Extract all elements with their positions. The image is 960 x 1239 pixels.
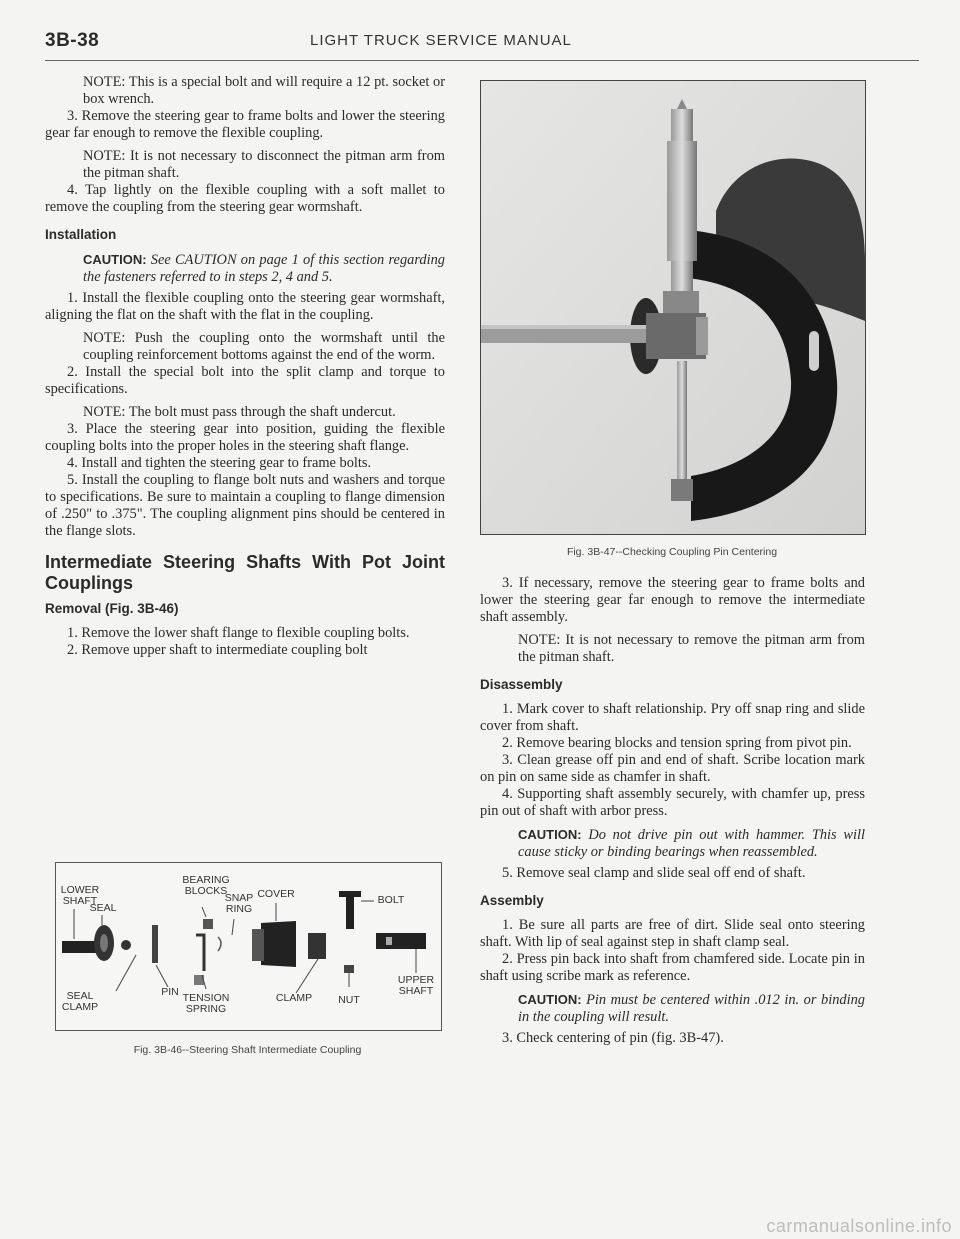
install-step-2: 2. Install the special bolt into the split clamp and torque to specifications.	[45, 364, 445, 397]
assembly-step-2: 2. Press pin back into shaft from chamfered side. Locate pin in shaft using scribe mark as reference.	[480, 951, 865, 984]
label-seal-clamp: SEAL CLAMP	[61, 990, 99, 1013]
step-remove-intermediate: 3. If necessary, remove the steering gear to frame bolts and lower the steering gear far enough to remove the intermediate shaft assembly.	[480, 575, 865, 625]
label-tension-spring: TENSION SPRING	[182, 992, 230, 1015]
header-rule	[45, 60, 919, 61]
assembly-step-3: 3. Check centering of pin (fig. 3B-47).	[502, 1030, 724, 1046]
caution-text: Do not drive pin out with hammer. This will cause sticky or binding bearings when reassembled.	[518, 827, 865, 860]
caution-hammer	[518, 826, 865, 861]
label-clamp: CLAMP	[275, 992, 313, 1004]
figure-3b-47	[480, 80, 866, 535]
caution-label: CAUTION:	[518, 992, 582, 1007]
watermark: carmanualsonline.info	[766, 1216, 952, 1236]
removal-step-1: 1. Remove the lower shaft flange to flexible coupling bolts.	[67, 625, 410, 641]
label-lower-shaft: LOWER SHAFT	[60, 884, 100, 907]
disassembly-step-3: 3. Clean grease off pin and end of shaft. Scribe location mark on pin on same side as chamfer in shaft.	[480, 752, 865, 785]
note-special-bolt: NOTE: This is a special bolt and will require a 12 pt. socket or box wrench.	[83, 74, 445, 107]
note-pitman-arm: NOTE: It is not necessary to remove the pitman arm from the pitman shaft.	[518, 632, 865, 665]
disassembly-step-1: 1. Mark cover to shaft relationship. Pry off snap ring and slide cover from shaft.	[480, 701, 865, 734]
installation-heading: Installation	[45, 227, 117, 242]
label-cover: COVER	[257, 888, 295, 900]
assembly-heading: Assembly	[480, 893, 544, 908]
running-title: LIGHT TRUCK SERVICE MANUAL	[310, 32, 572, 49]
figure-47-caption: Fig. 3B-47--Checking Coupling Pin Centering	[566, 546, 778, 558]
right-column	[480, 575, 865, 1047]
step-tap-coupling: 4. Tap lightly on the flexible coupling with a soft mallet to remove the coupling from the steering gear wormshaft.	[45, 182, 445, 215]
assembly-step-1: 1. Be sure all parts are free of dirt. Slide seal onto steering shaft. With lip of seal against step in shaft clamp seal.	[480, 917, 865, 950]
label-nut: NUT	[338, 994, 360, 1006]
left-column	[45, 74, 445, 659]
page-number: 3B-38	[45, 30, 100, 51]
disassembly-step-4: 4. Supporting shaft assembly securely, with chamfer up, press pin out of shaft with arbor press.	[480, 786, 865, 819]
page-header	[45, 30, 919, 56]
removal-step-2: 2. Remove upper shaft to intermediate coupling bolt	[67, 642, 368, 658]
install-step-3: 3. Place the steering gear into position, guiding the flexible coupling bolts into the proper holes in the steering shaft flange.	[45, 421, 445, 454]
install-note-1: NOTE: Push the coupling onto the wormshaft until the coupling reinforcement bottoms against the end of the worm.	[83, 330, 445, 363]
micrometer-photo	[481, 81, 865, 534]
note-pitman: NOTE: It is not necessary to disconnect the pitman arm from the pitman shaft.	[83, 148, 445, 181]
removal-heading: Removal (Fig. 3B-46)	[45, 601, 179, 616]
caution-text: Pin must be centered within .012 in. or binding in the coupling will result.	[518, 992, 865, 1025]
disassembly-heading: Disassembly	[480, 677, 563, 692]
label-bearing-blocks: BEARING BLOCKS	[182, 874, 230, 897]
caution-pin-centered	[518, 991, 865, 1026]
label-seal: SEAL	[89, 902, 117, 914]
disassembly-step-2: 2. Remove bearing blocks and tension spring from pivot pin.	[502, 735, 852, 751]
label-snap-ring: SNAP RING	[224, 892, 254, 915]
figure-3b-46	[55, 862, 442, 1031]
caution-label: CAUTION:	[83, 252, 147, 267]
install-note-2: NOTE: The bolt must pass through the shaft undercut.	[83, 404, 396, 420]
step-remove-bolts: 3. Remove the steering gear to frame bolts and lower the steering gear far enough to remove the flexible coupling.	[45, 108, 445, 141]
label-pin: PIN	[161, 986, 179, 998]
install-step-5: 5. Install the coupling to flange bolt nuts and washers and torque to specifications. Be sure to maintain a coupling to flange dimension of .250" to .375". The coupling alignment pins should be centered in the flange slots.	[45, 472, 445, 539]
label-upper-shaft: UPPER SHAFT	[397, 974, 435, 997]
install-step-4: 4. Install and tighten the steering gear to frame bolts.	[67, 455, 372, 471]
caution-label: CAUTION:	[518, 827, 582, 842]
caution-fasteners	[83, 251, 445, 286]
disassembly-step-5: 5. Remove seal clamp and slide seal off end of shaft.	[502, 865, 806, 881]
label-bolt: BOLT	[377, 894, 405, 906]
caution-text: See CAUTION on page 1 of this section regarding the fasteners referred to in steps 2, 4 and 5.	[83, 252, 445, 285]
section-heading: Intermediate Steering Shafts With Pot Joint Couplings	[45, 552, 445, 593]
figure-46-caption: Fig. 3B-46--Steering Shaft Intermediate Coupling	[133, 1044, 362, 1056]
install-step-1: 1. Install the flexible coupling onto the steering gear wormshaft, aligning the flat on the shaft with the flat in the coupling.	[45, 290, 445, 323]
coupling-diagram	[56, 863, 441, 1030]
